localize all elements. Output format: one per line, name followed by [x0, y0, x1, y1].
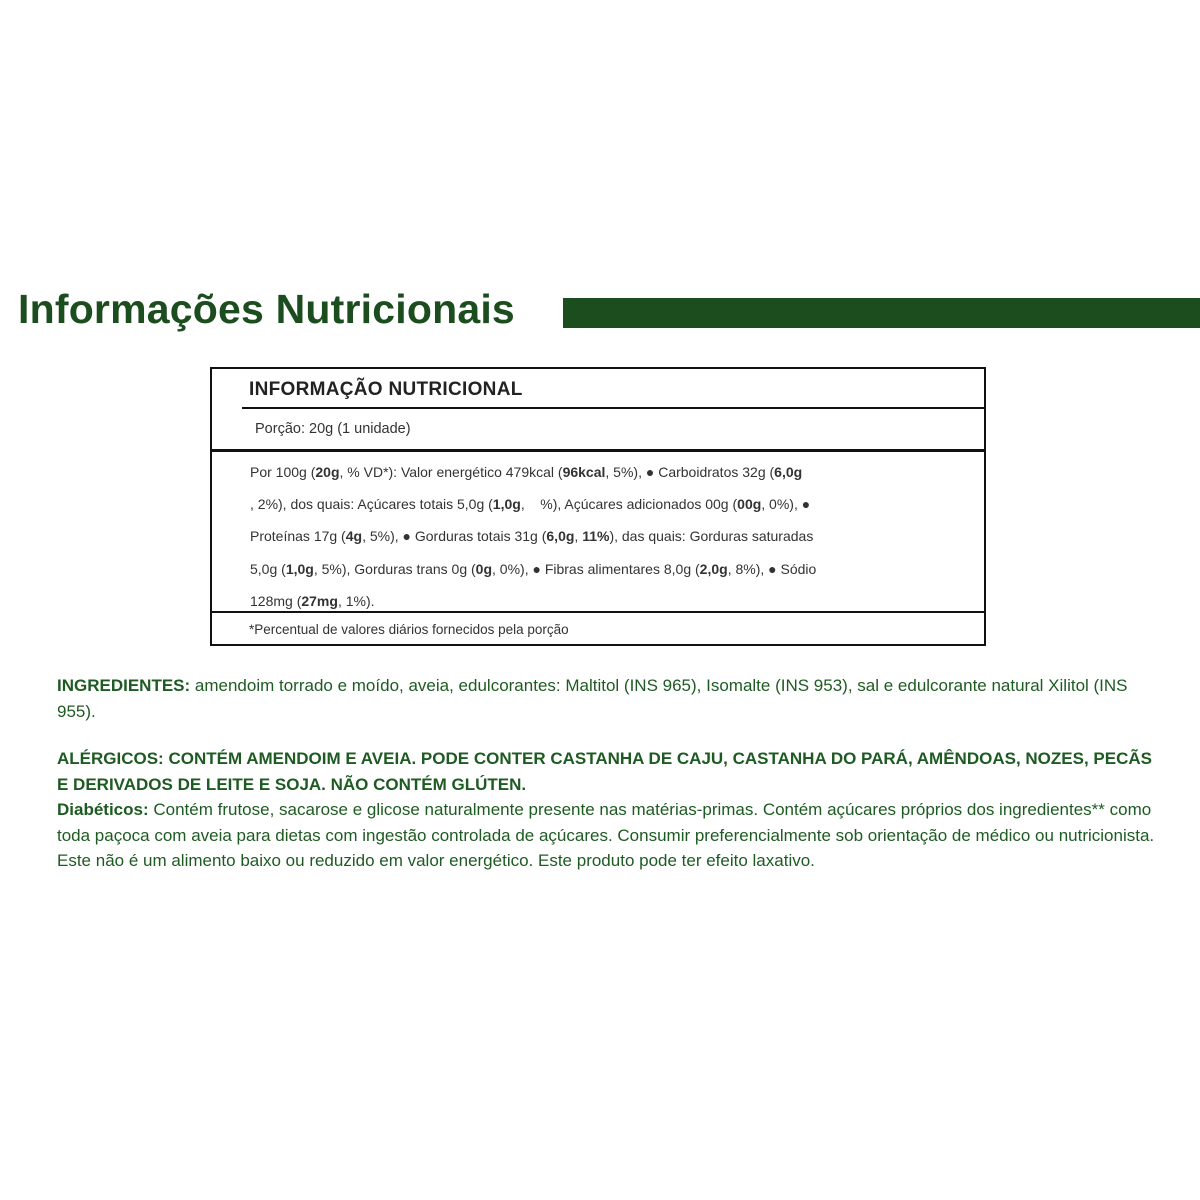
nutrition-value-per-portion: 96kcal [562, 464, 606, 480]
diabetics-paragraph [57, 797, 1157, 874]
nutrition-text-segment: Por 100g ( [250, 464, 316, 480]
nutrition-text-segment: , 5%), ● Gorduras totais 31g ( [362, 528, 547, 545]
diabetics-label: Diabéticos: [57, 800, 149, 819]
nutrition-text-segment: , 2%), dos quais: Açúcares totais 5,0g ( [250, 496, 493, 513]
nutrition-values-text [250, 456, 970, 617]
ingredients-text: amendoim torrado e moído, aveia, edulcorantes: Maltitol (INS 965), Isomalte (INS 953), sal e edulcorante natural Xilitol (INS 955). [57, 676, 1128, 721]
page-title: Informações Nutricionais [18, 286, 515, 332]
portion-size: Porção: 20g (1 unidade) [255, 421, 411, 437]
nutrition-value-per-portion: 6,0g [774, 464, 803, 480]
nutrition-text-segment: , % VD*): Valor energético 479kcal ( [339, 464, 563, 480]
table-divider-thick [212, 449, 984, 452]
nutrition-text-segment: , 1%). [337, 592, 375, 609]
nutrition-line [250, 456, 970, 488]
nutrition-value-per-portion: 27mg [301, 592, 338, 609]
nutrition-line [250, 553, 970, 585]
table-divider [242, 407, 984, 409]
nutrition-value-per-portion: 20g [315, 464, 340, 480]
nutrition-text-segment: 128mg ( [250, 592, 302, 609]
nutrition-value-per-portion: 4g [345, 528, 363, 545]
allergens-paragraph: ALÉRGICOS: CONTÉM AMENDOIM E AVEIA. PODE CONTER CASTANHA DE CAJU, CASTANHA DO PARÁ, AMÊNDOAS, NOZES, PECÃS E DERIVADOS DE LEITE E SOJA. NÃO CONTÉM GLÚTEN. [57, 749, 1152, 794]
heading-decorative-bar [563, 298, 1200, 328]
nutrition-footnote: *Percentual de valores diários fornecidos pela porção [249, 622, 569, 637]
nutrition-text-segment: , 5%), ● Carboidratos 32g ( [605, 464, 775, 480]
table-divider [212, 611, 984, 613]
nutrition-text-segment: Proteínas 17g ( [250, 528, 346, 545]
nutrition-table-title: INFORMAÇÃO NUTRICIONAL [249, 379, 523, 400]
nutrition-text-segment: , 8%), ● Sódio [727, 560, 817, 577]
nutrition-value-per-portion: 2,0g [699, 560, 728, 577]
nutrition-text-segment: , [574, 528, 583, 545]
nutrition-text-segment: , %), Açúcares adicionados 00g ( [520, 496, 738, 513]
nutrition-value-per-portion: 1,0g [492, 496, 521, 513]
nutrition-text-segment: ), das quais: Gorduras saturadas [609, 528, 814, 545]
ingredients-label: INGREDIENTES: [57, 676, 191, 695]
nutrition-text-segment: , 0%), ● [761, 496, 811, 513]
nutrition-value-per-portion: 0g [475, 560, 493, 577]
nutrition-text-segment: , 5%), Gorduras trans 0g ( [313, 560, 476, 577]
nutrition-value-per-portion: 1,0g [285, 560, 314, 577]
nutrition-value-per-portion: 11% [582, 528, 610, 545]
nutrition-value-per-portion: 6,0g [546, 528, 575, 545]
nutrition-text-segment: , 0%), ● Fibras alimentares 8,0g ( [492, 560, 700, 577]
diabetics-text: Contém frutose, sacarose e glicose naturalmente presente nas matérias-primas. Contém açúcares próprios dos ingredientes** como toda paçoca com aveia para dietas com ingestão controlada de açúcares. Consumir preferencialmente sob orientação de médico ou nutricionista. Este não é um alimento baixo ou reduzido em valor energético. Este produto pode ter efeito laxativo. [57, 800, 1155, 870]
ingredients-paragraph [57, 673, 1157, 724]
nutrition-facts-table [210, 367, 986, 646]
nutrition-value-per-portion: 00g [737, 496, 762, 513]
nutrition-line [250, 488, 970, 520]
section-heading [18, 283, 1200, 339]
nutrition-text-segment: 5,0g ( [250, 560, 286, 577]
nutrition-line [250, 520, 970, 552]
